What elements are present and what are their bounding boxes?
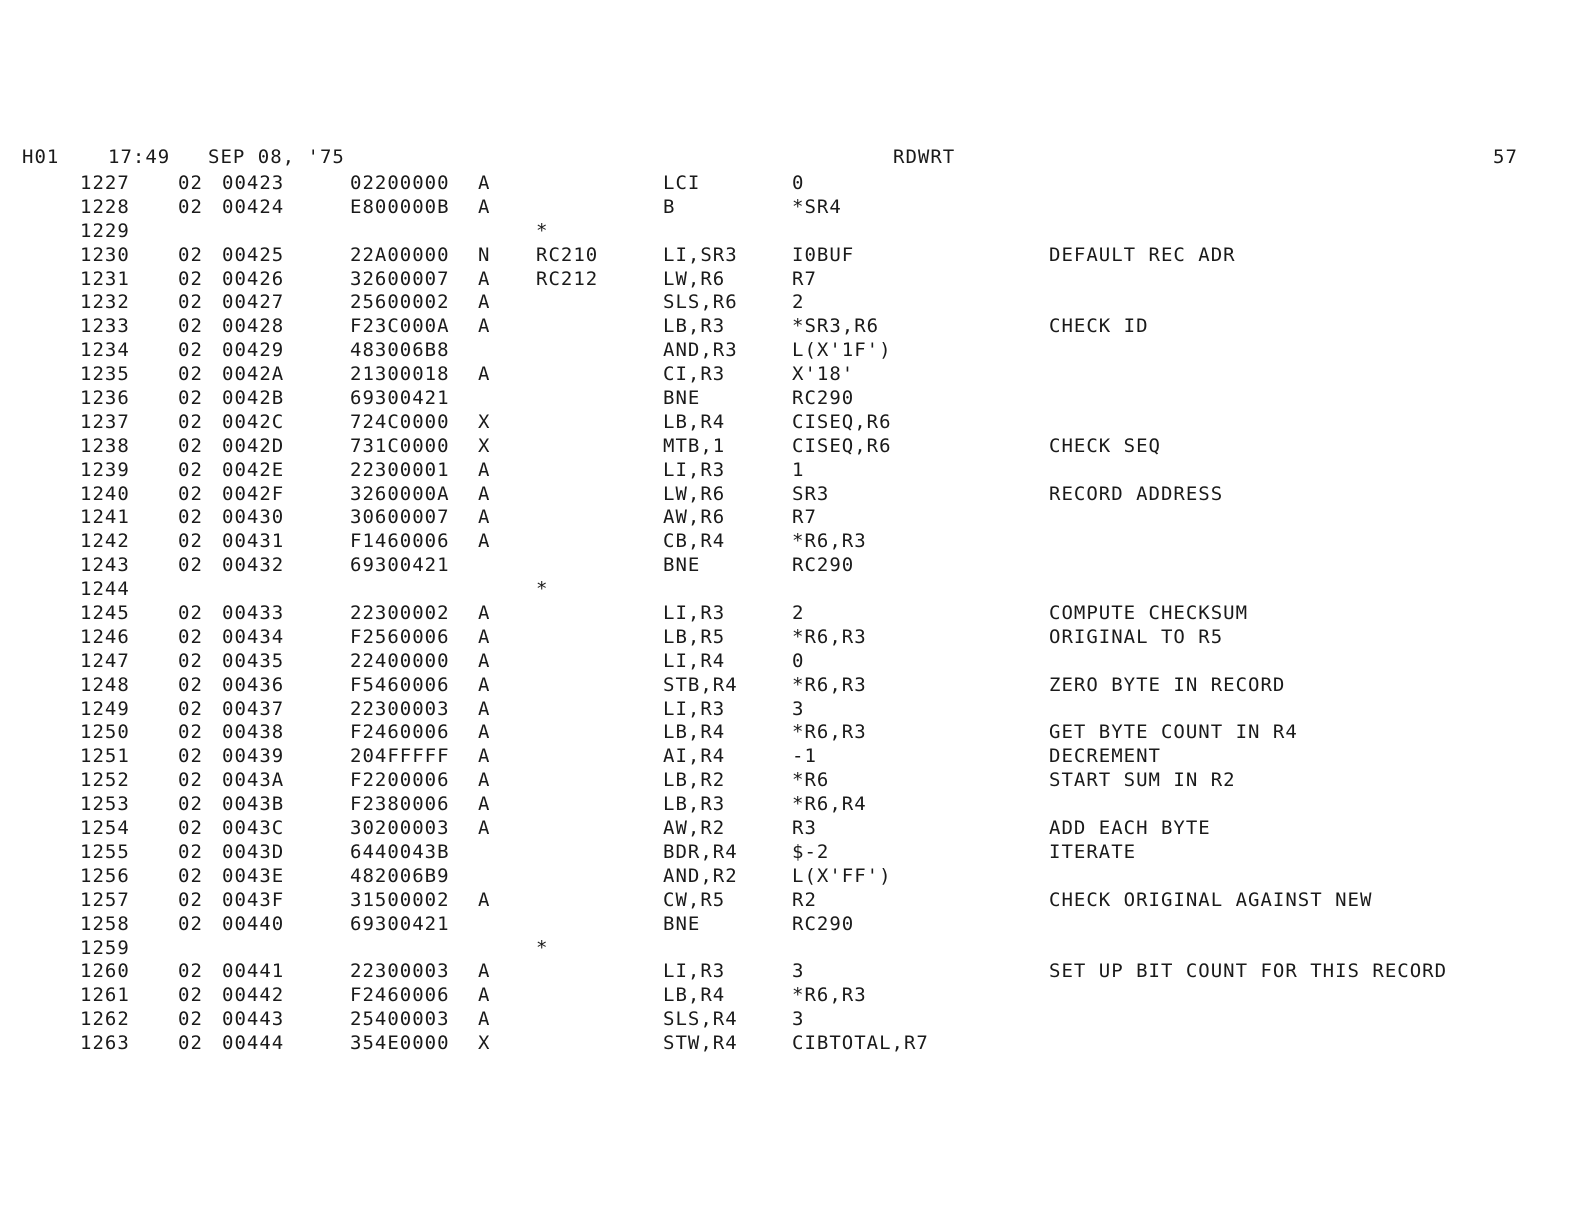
object-code: 731C0000	[350, 434, 450, 457]
operand: 0	[792, 649, 805, 672]
segment: 02	[178, 554, 203, 577]
segment: 02	[178, 195, 203, 218]
comment: DEFAULT REC ADR	[1049, 243, 1236, 266]
segment: 02	[178, 243, 203, 266]
comment: CHECK ORIGINAL AGAINST NEW	[1049, 888, 1373, 911]
operand: I0BUF	[792, 243, 855, 266]
line-number: 1258	[80, 912, 130, 935]
opcode: CI,R3	[663, 363, 726, 386]
segment: 02	[178, 984, 203, 1007]
object-code: 482006B9	[350, 864, 450, 887]
object-code: F2560006	[350, 625, 450, 648]
comment: DECREMENT	[1049, 745, 1161, 768]
relocation-flag: A	[478, 745, 491, 768]
opcode: STW,R4	[663, 1032, 738, 1055]
segment: 02	[178, 697, 203, 720]
listing-row	[0, 602, 1584, 626]
line-number: 1247	[80, 649, 130, 672]
operand: 3	[792, 960, 805, 983]
operand: SR3	[792, 482, 830, 505]
operand: 0	[792, 172, 805, 194]
address: 00429	[222, 339, 285, 362]
segment: 02	[178, 602, 203, 625]
segment: 02	[178, 864, 203, 887]
address: 0043E	[222, 864, 285, 887]
relocation-flag: A	[478, 506, 491, 529]
segment: 02	[178, 817, 203, 840]
address: 0042A	[222, 363, 285, 386]
operand: R3	[792, 817, 817, 840]
header-time: 17:49	[108, 146, 171, 168]
segment: 02	[178, 673, 203, 696]
address: 0042B	[222, 387, 285, 410]
operand: *R6,R3	[792, 721, 867, 744]
segment: 02	[178, 530, 203, 553]
opcode: CW,R5	[663, 888, 726, 911]
line-number: 1228	[80, 195, 130, 218]
opcode: LB,R2	[663, 769, 726, 792]
label: RC212	[536, 267, 599, 290]
opcode: LW,R6	[663, 267, 726, 290]
operand: RC290	[792, 554, 855, 577]
object-code: 21300018	[350, 363, 450, 386]
opcode: BDR,R4	[663, 840, 738, 863]
line-number: 1231	[80, 267, 130, 290]
line-number: 1252	[80, 769, 130, 792]
segment: 02	[178, 410, 203, 433]
object-code: 69300421	[350, 912, 450, 935]
opcode: STB,R4	[663, 673, 738, 696]
object-code: 483006B8	[350, 339, 450, 362]
object-code: 22400000	[350, 649, 450, 672]
listing-row	[0, 674, 1584, 698]
listing-row	[0, 411, 1584, 435]
line-number: 1262	[80, 1008, 130, 1031]
listing-row	[0, 506, 1584, 530]
object-code: F2460006	[350, 984, 450, 1007]
operand: $-2	[792, 840, 830, 863]
listing-row	[0, 244, 1584, 268]
opcode: LCI	[663, 172, 701, 194]
header-program: RDWRT	[893, 146, 956, 168]
address: 00424	[222, 195, 285, 218]
object-code: F2200006	[350, 769, 450, 792]
address: 00441	[222, 960, 285, 983]
segment: 02	[178, 649, 203, 672]
opcode: BNE	[663, 912, 701, 935]
operand: *R6	[792, 769, 830, 792]
line-number: 1254	[80, 817, 130, 840]
segment: 02	[178, 339, 203, 362]
object-code: 32600007	[350, 267, 450, 290]
opcode: BNE	[663, 554, 701, 577]
operand: R7	[792, 506, 817, 529]
label: *	[536, 578, 549, 601]
address: 00434	[222, 625, 285, 648]
comment: RECORD ADDRESS	[1049, 482, 1224, 505]
line-number: 1239	[80, 458, 130, 481]
object-code: 354E0000	[350, 1032, 450, 1055]
comment: SET UP BIT COUNT FOR THIS RECORD	[1049, 960, 1448, 983]
address: 00437	[222, 697, 285, 720]
address: 00436	[222, 673, 285, 696]
object-code: 22A00000	[350, 243, 450, 266]
operand: X'18'	[792, 363, 855, 386]
relocation-flag: A	[478, 195, 491, 218]
address: 00439	[222, 745, 285, 768]
relocation-flag: A	[478, 888, 491, 911]
opcode: LI,R3	[663, 960, 726, 983]
address: 0042D	[222, 434, 285, 457]
segment: 02	[178, 960, 203, 983]
object-code: 204FFFFF	[350, 745, 450, 768]
segment: 02	[178, 1032, 203, 1055]
comment: CHECK SEQ	[1049, 434, 1161, 457]
address: 0043B	[222, 793, 285, 816]
relocation-flag: A	[478, 769, 491, 792]
relocation-flag: A	[478, 315, 491, 338]
opcode: LI,SR3	[663, 243, 738, 266]
assembly-listing	[0, 172, 1584, 1056]
opcode: LB,R4	[663, 984, 726, 1007]
line-number: 1246	[80, 625, 130, 648]
segment: 02	[178, 458, 203, 481]
object-code: F23C000A	[350, 315, 450, 338]
listing-row	[0, 913, 1584, 937]
operand: *SR3,R6	[792, 315, 880, 338]
listing-row	[0, 172, 1584, 196]
object-code: F2460006	[350, 721, 450, 744]
object-code: 22300003	[350, 697, 450, 720]
opcode: LI,R3	[663, 602, 726, 625]
opcode: LB,R4	[663, 721, 726, 744]
listing-row	[0, 650, 1584, 674]
opcode: AW,R6	[663, 506, 726, 529]
segment: 02	[178, 888, 203, 911]
address: 00432	[222, 554, 285, 577]
object-code: 724C0000	[350, 410, 450, 433]
line-number: 1232	[80, 291, 130, 314]
listing-row	[0, 291, 1584, 315]
segment: 02	[178, 482, 203, 505]
relocation-flag: A	[478, 793, 491, 816]
line-number: 1244	[80, 578, 130, 601]
object-code: 22300002	[350, 602, 450, 625]
relocation-flag: A	[478, 363, 491, 386]
opcode: SLS,R6	[663, 291, 738, 314]
listing-row	[0, 530, 1584, 554]
segment: 02	[178, 840, 203, 863]
listing-row	[0, 841, 1584, 865]
relocation-flag: A	[478, 482, 491, 505]
object-code: E800000B	[350, 195, 450, 218]
listing-row	[0, 578, 1584, 602]
listing-row	[0, 984, 1584, 1008]
object-code: F5460006	[350, 673, 450, 696]
line-number: 1242	[80, 530, 130, 553]
address: 00444	[222, 1032, 285, 1055]
operand: *R6,R3	[792, 673, 867, 696]
operand: 2	[792, 291, 805, 314]
address: 00428	[222, 315, 285, 338]
segment: 02	[178, 793, 203, 816]
relocation-flag: A	[478, 530, 491, 553]
operand: 2	[792, 602, 805, 625]
operand: CISEQ,R6	[792, 434, 892, 457]
line-number: 1251	[80, 745, 130, 768]
listing-row	[0, 220, 1584, 244]
relocation-flag: A	[478, 673, 491, 696]
comment: ADD EACH BYTE	[1049, 817, 1211, 840]
listing-row	[0, 435, 1584, 459]
opcode: SLS,R4	[663, 1008, 738, 1031]
line-number: 1243	[80, 554, 130, 577]
object-code: 3260000A	[350, 482, 450, 505]
segment: 02	[178, 267, 203, 290]
operand: L(X'1F')	[792, 339, 892, 362]
opcode: LI,R3	[663, 458, 726, 481]
listing-row	[0, 268, 1584, 292]
relocation-flag: A	[478, 172, 491, 194]
page-header	[0, 146, 1584, 170]
listing-row	[0, 459, 1584, 483]
relocation-flag: A	[478, 625, 491, 648]
object-code: 22300003	[350, 960, 450, 983]
opcode: LB,R3	[663, 793, 726, 816]
operand: L(X'FF')	[792, 864, 892, 887]
opcode: AW,R2	[663, 817, 726, 840]
relocation-flag: A	[478, 697, 491, 720]
operand: RC290	[792, 387, 855, 410]
line-number: 1233	[80, 315, 130, 338]
line-number: 1248	[80, 673, 130, 696]
line-number: 1260	[80, 960, 130, 983]
operand: CIBTOTAL,R7	[792, 1032, 929, 1055]
opcode: AND,R2	[663, 864, 738, 887]
object-code: 22300001	[350, 458, 450, 481]
relocation-flag: X	[478, 434, 491, 457]
address: 00435	[222, 649, 285, 672]
segment: 02	[178, 625, 203, 648]
segment: 02	[178, 363, 203, 386]
relocation-flag: A	[478, 291, 491, 314]
segment: 02	[178, 769, 203, 792]
operand: R2	[792, 888, 817, 911]
segment: 02	[178, 1008, 203, 1031]
relocation-flag: A	[478, 984, 491, 1007]
line-number: 1261	[80, 984, 130, 1007]
operand: *R6,R3	[792, 625, 867, 648]
operand: CISEQ,R6	[792, 410, 892, 433]
line-number: 1235	[80, 363, 130, 386]
segment: 02	[178, 387, 203, 410]
operand: R7	[792, 267, 817, 290]
object-code: 6440043B	[350, 840, 450, 863]
object-code: 25600002	[350, 291, 450, 314]
line-number: 1256	[80, 864, 130, 887]
address: 00440	[222, 912, 285, 935]
listing-row	[0, 387, 1584, 411]
label: *	[536, 219, 549, 242]
address: 0043F	[222, 888, 285, 911]
opcode: CB,R4	[663, 530, 726, 553]
address: 0042F	[222, 482, 285, 505]
listing-row	[0, 937, 1584, 961]
relocation-flag: N	[478, 243, 491, 266]
line-number: 1253	[80, 793, 130, 816]
address: 0042E	[222, 458, 285, 481]
label: RC210	[536, 243, 599, 266]
line-number: 1250	[80, 721, 130, 744]
object-code: 30200003	[350, 817, 450, 840]
line-number: 1255	[80, 840, 130, 863]
address: 0042C	[222, 410, 285, 433]
line-number: 1227	[80, 172, 130, 194]
relocation-flag: A	[478, 602, 491, 625]
object-code: 69300421	[350, 554, 450, 577]
address: 00430	[222, 506, 285, 529]
segment: 02	[178, 912, 203, 935]
line-number: 1245	[80, 602, 130, 625]
address: 00431	[222, 530, 285, 553]
object-code: F2380006	[350, 793, 450, 816]
object-code: 02200000	[350, 172, 450, 194]
operand: *R6,R4	[792, 793, 867, 816]
relocation-flag: A	[478, 721, 491, 744]
header-id: H01	[22, 146, 60, 168]
listing-row	[0, 339, 1584, 363]
opcode: LI,R3	[663, 697, 726, 720]
relocation-flag: X	[478, 1032, 491, 1055]
comment: ITERATE	[1049, 840, 1137, 863]
listing-row	[0, 793, 1584, 817]
listing-row	[0, 769, 1584, 793]
header-date: SEP 08, '75	[208, 146, 345, 168]
operand: RC290	[792, 912, 855, 935]
address: 00426	[222, 267, 285, 290]
relocation-flag: X	[478, 410, 491, 433]
segment: 02	[178, 291, 203, 314]
comment: ZERO BYTE IN RECORD	[1049, 673, 1286, 696]
relocation-flag: A	[478, 817, 491, 840]
relocation-flag: A	[478, 649, 491, 672]
line-number: 1237	[80, 410, 130, 433]
relocation-flag: A	[478, 960, 491, 983]
listing-row	[0, 960, 1584, 984]
listing-row	[0, 1032, 1584, 1056]
operand: 1	[792, 458, 805, 481]
opcode: AI,R4	[663, 745, 726, 768]
operand: 3	[792, 697, 805, 720]
object-code: 69300421	[350, 387, 450, 410]
address: 0043C	[222, 817, 285, 840]
opcode: LB,R5	[663, 625, 726, 648]
comment: START SUM IN R2	[1049, 769, 1236, 792]
opcode: LB,R4	[663, 410, 726, 433]
line-number: 1240	[80, 482, 130, 505]
line-number: 1236	[80, 387, 130, 410]
address: 00425	[222, 243, 285, 266]
line-number: 1257	[80, 888, 130, 911]
segment: 02	[178, 506, 203, 529]
object-code: 25400003	[350, 1008, 450, 1031]
label: *	[536, 936, 549, 959]
object-code: 30600007	[350, 506, 450, 529]
segment: 02	[178, 172, 203, 194]
segment: 02	[178, 721, 203, 744]
listing-row	[0, 865, 1584, 889]
line-number: 1249	[80, 697, 130, 720]
operand: 3	[792, 1008, 805, 1031]
line-number: 1241	[80, 506, 130, 529]
address: 00423	[222, 172, 285, 194]
segment: 02	[178, 745, 203, 768]
opcode: BNE	[663, 387, 701, 410]
listing-row	[0, 363, 1584, 387]
operand: -1	[792, 745, 817, 768]
object-code: 31500002	[350, 888, 450, 911]
line-number: 1259	[80, 936, 130, 959]
header-page-number: 57	[1493, 146, 1518, 168]
opcode: AND,R3	[663, 339, 738, 362]
address: 0043A	[222, 769, 285, 792]
opcode: LB,R3	[663, 315, 726, 338]
line-number: 1229	[80, 219, 130, 242]
listing-row	[0, 196, 1584, 220]
opcode: LW,R6	[663, 482, 726, 505]
relocation-flag: A	[478, 1008, 491, 1031]
object-code: F1460006	[350, 530, 450, 553]
address: 00442	[222, 984, 285, 1007]
opcode: LI,R4	[663, 649, 726, 672]
listing-row	[0, 817, 1584, 841]
address: 00427	[222, 291, 285, 314]
listing-row	[0, 483, 1584, 507]
line-number: 1238	[80, 434, 130, 457]
opcode: B	[663, 195, 676, 218]
listing-row	[0, 554, 1584, 578]
operand: *SR4	[792, 195, 842, 218]
relocation-flag: A	[478, 458, 491, 481]
listing-row	[0, 721, 1584, 745]
listing-row	[0, 698, 1584, 722]
comment: GET BYTE COUNT IN R4	[1049, 721, 1298, 744]
address: 00443	[222, 1008, 285, 1031]
segment: 02	[178, 434, 203, 457]
listing-row	[0, 1008, 1584, 1032]
opcode: MTB,1	[663, 434, 726, 457]
segment: 02	[178, 315, 203, 338]
line-number: 1230	[80, 243, 130, 266]
line-number: 1234	[80, 339, 130, 362]
comment: ORIGINAL TO R5	[1049, 625, 1224, 648]
relocation-flag: A	[478, 267, 491, 290]
listing-row	[0, 626, 1584, 650]
listing-row	[0, 745, 1584, 769]
listing-row	[0, 315, 1584, 339]
operand: *R6,R3	[792, 530, 867, 553]
listing-row	[0, 889, 1584, 913]
operand: *R6,R3	[792, 984, 867, 1007]
address: 00438	[222, 721, 285, 744]
comment: CHECK ID	[1049, 315, 1149, 338]
address: 00433	[222, 602, 285, 625]
comment: COMPUTE CHECKSUM	[1049, 602, 1249, 625]
line-number: 1263	[80, 1032, 130, 1055]
address: 0043D	[222, 840, 285, 863]
